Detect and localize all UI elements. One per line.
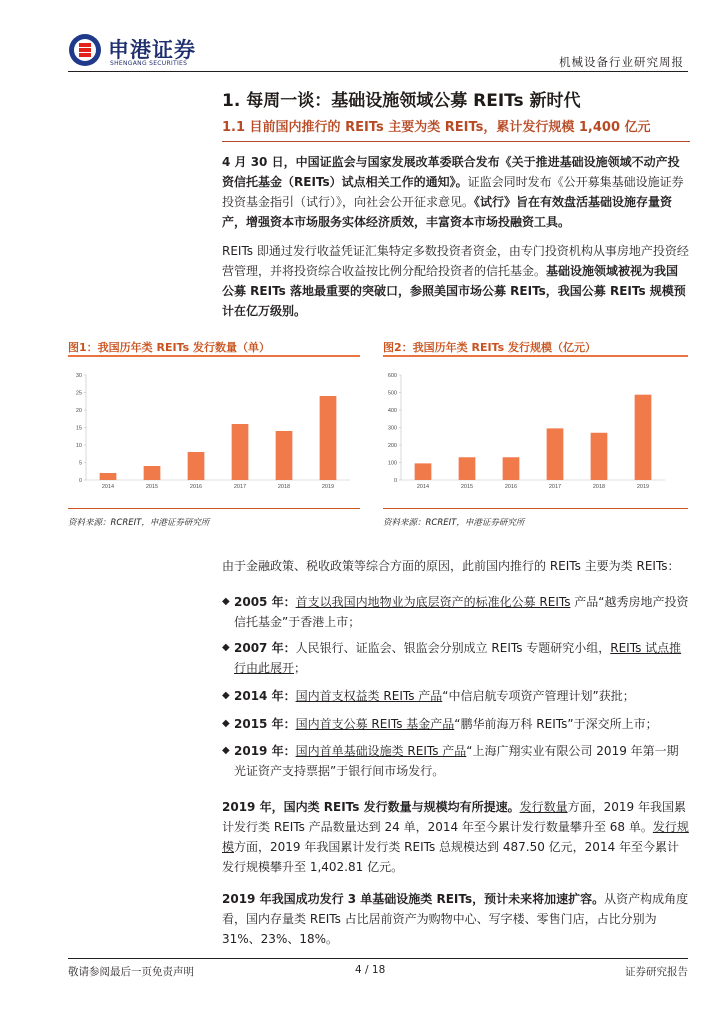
x-tick-label: 2014 [416, 484, 430, 490]
x-tick-label: 2014 [101, 484, 115, 490]
footer-disclaimer: 敬请参阅最后一页免责声明 [68, 966, 194, 978]
milestone-pre: 人民银行、证监会、银监会分别成立 REITs 专题研究小组， [295, 641, 611, 655]
milestone-year: 2014 年： [234, 689, 296, 703]
paragraph-issuance-bold: 2019 年，国内类 REITs 发行数量与规模均有所提速。 [222, 800, 520, 814]
milestone-text: ； [294, 661, 307, 675]
paragraph-policy-bold2: 《试行》旨在有效盘活基础设施存量资产，增强资本市场服务实体经济质效，丰富资本市场投融资工具。 [222, 195, 673, 229]
bar-2017 [547, 428, 564, 480]
paragraph-policy-text: 证监会同时发布《公开募集基础设施证券投资基金指引（试行）》，向社会公开征求意见。 [222, 175, 684, 209]
y-tick-label: 30 [75, 373, 82, 379]
x-tick-label: 2015 [460, 484, 474, 490]
paragraph-policy-bold: 4 月 30 日，中国证监会与国家发展改革委联合发布《关于推进基础设施领域不动产投资信托基金（REITs）试点相关工作的通知》。 [222, 155, 680, 189]
milestone-item [222, 638, 690, 678]
issuance-scale-label: 发行规模 [222, 820, 689, 854]
y-tick-label: 25 [75, 390, 82, 397]
header-divider [68, 71, 688, 72]
x-tick-label: 2017 [548, 484, 562, 490]
bar-2017 [232, 424, 249, 480]
footer-report-label: 证券研究报告 [625, 966, 688, 978]
milestone-text: “鹏华前海万科 REITs”于深交所上市； [454, 717, 658, 731]
y-tick-label: 600 [387, 373, 397, 379]
figure2-chart [383, 360, 673, 500]
figure1-title: 图1：我国历年类 REITs 发行数量（单） [68, 341, 270, 354]
milestone-text: “上海广翔实业有限公司 2019 年第一期光证资产支持票据”于银行间市场发行。 [234, 744, 679, 778]
x-tick-label: 2018 [277, 484, 291, 490]
shengang-logo-icon [68, 33, 102, 67]
logo-text-en: SHENGANG SECURITIES [110, 60, 188, 67]
section-subtitle: 1.1 目前国内推行的 REITs 主要为类 REITs，累计发行规模 1,400 亿元 [222, 120, 651, 135]
bar-2016 [188, 452, 205, 480]
milestone-underlined: 首支以我国内地物业为底层资产的标准化公募 REITs [295, 595, 571, 609]
milestone-item [222, 686, 690, 706]
diamond-bullet-icon: ◆ [222, 690, 230, 701]
intro-line: 由于金融政策、税收政策等综合方面的原因，此前国内推行的 REITs 主要为类 REITs： [222, 559, 680, 573]
paragraph-policy [222, 152, 690, 232]
y-tick-label: 400 [387, 408, 397, 414]
bar-2016 [503, 457, 520, 480]
x-tick-label: 2018 [592, 484, 606, 490]
milestone-text: “中信启航专项资产管理计划”获批； [442, 689, 635, 703]
figure1-top-rule [68, 355, 360, 357]
logo-text-cn: 申港证券 [108, 38, 196, 62]
y-tick-label: 100 [387, 460, 397, 467]
milestone-text: 产品“越秀房地产投资信托基金”于香港上市； [234, 595, 689, 629]
paragraph-infrastructure-bold: 2019 年我国成功发行 3 单基础设施类 REITs，预计未来将加速扩容。 [222, 892, 605, 906]
paragraph-reits-text: REITs 即通过发行收益凭证汇集特定多数投资者资金，由专门投资机构从事房地产投资经营管理，并将投资综合收益按比例分配给投资者的信托基金。 [222, 244, 689, 278]
milestone-year: 2019 年： [234, 744, 296, 758]
diamond-bullet-icon: ◆ [222, 718, 230, 729]
x-tick-label: 2016 [189, 484, 203, 490]
milestone-year: 2005 年： [234, 595, 296, 609]
page-number: 4 / 18 [355, 964, 386, 976]
milestone-underlined: 国内首支权益类 REITs 产品 [295, 689, 443, 703]
bar-2018 [276, 431, 293, 480]
figure2-top-rule [383, 355, 688, 357]
footer-divider [68, 958, 688, 959]
bar-2014 [100, 473, 117, 480]
bar-2019 [635, 395, 652, 480]
figure2-title: 图2：我国历年类 REITs 发行规模（亿元） [383, 341, 596, 354]
milestone-underlined: 国内首单基础设施类 REITs 产品 [295, 744, 467, 758]
figure1-source: 资料来源：RCREIT，申港证券研究所 [68, 518, 210, 528]
section-title: 1. 每周一谈：基础设施领域公募 REITs 新时代 [222, 91, 581, 111]
paragraph-reits-definition [222, 241, 690, 321]
y-tick-label: 20 [75, 408, 82, 414]
x-tick-label: 2019 [636, 484, 650, 490]
figure1-chart [68, 360, 358, 500]
x-tick-label: 2017 [233, 484, 247, 490]
y-tick-label: 5 [78, 460, 82, 467]
diamond-bullet-icon: ◆ [222, 596, 230, 607]
milestone-year: 2015 年： [234, 717, 296, 731]
report-type: 机械设备行业研究周报 [559, 55, 684, 69]
y-tick-label: 15 [75, 425, 82, 432]
x-tick-label: 2015 [145, 484, 159, 490]
milestone-underlined: REITs 试点推行由此展开 [234, 641, 682, 675]
y-tick-label: 0 [393, 478, 397, 484]
bar-2019 [320, 396, 337, 480]
paragraph-infrastructure-text: 从资产构成角度看，国内存量类 REITs 占比居前资产为购物中心、写字楼、零售门店，占比分别为 31%、23%、18%。 [222, 892, 689, 946]
milestone-item [222, 592, 690, 632]
issuance-count-label: 发行数量 [519, 800, 568, 814]
milestone-item [222, 741, 690, 781]
subtitle-divider [222, 141, 690, 142]
milestone-item [222, 714, 690, 734]
issuance-count-text: 方面，2019 年我国累计发行类 REITs 产品数量达到 24 单，2014 年至今累计发行数量攀升至 68 单。 [222, 800, 686, 834]
paragraph-reits-bold: 基础设施领域被视为我国公募 REITs 落地最重要的突破口，参照美国市场公募 REITs，我国公募 REITs 规模预计在亿万级别。 [222, 264, 686, 318]
bar-2015 [144, 466, 161, 480]
paragraph-issuance [222, 797, 690, 877]
diamond-bullet-icon: ◆ [222, 745, 230, 756]
milestone-underlined: 国内首支公募 REITs 基金产品 [295, 717, 455, 731]
x-tick-label: 2016 [504, 484, 518, 490]
milestone-year: 2007 年： [234, 641, 296, 655]
y-tick-label: 200 [387, 443, 397, 449]
figure1-bottom-rule [68, 508, 360, 509]
y-tick-label: 10 [75, 443, 82, 449]
figure2-source: 资料来源：RCREIT，申港证券研究所 [383, 518, 525, 528]
paragraph-infrastructure [222, 889, 690, 949]
y-tick-label: 0 [78, 478, 82, 484]
figure2-bottom-rule [383, 508, 688, 509]
issuance-scale-text: 方面，2019 年我国累计发行类 REITs 总规模达到 487.50 亿元，2014 年至今累计发行规模攀升至 1,402.81 亿元。 [222, 840, 680, 874]
bar-2014 [415, 463, 432, 480]
y-tick-label: 500 [387, 390, 397, 397]
bar-2018 [591, 433, 608, 480]
bar-2015 [459, 457, 476, 480]
x-tick-label: 2019 [321, 484, 335, 490]
y-tick-label: 300 [387, 425, 397, 432]
diamond-bullet-icon: ◆ [222, 642, 230, 653]
